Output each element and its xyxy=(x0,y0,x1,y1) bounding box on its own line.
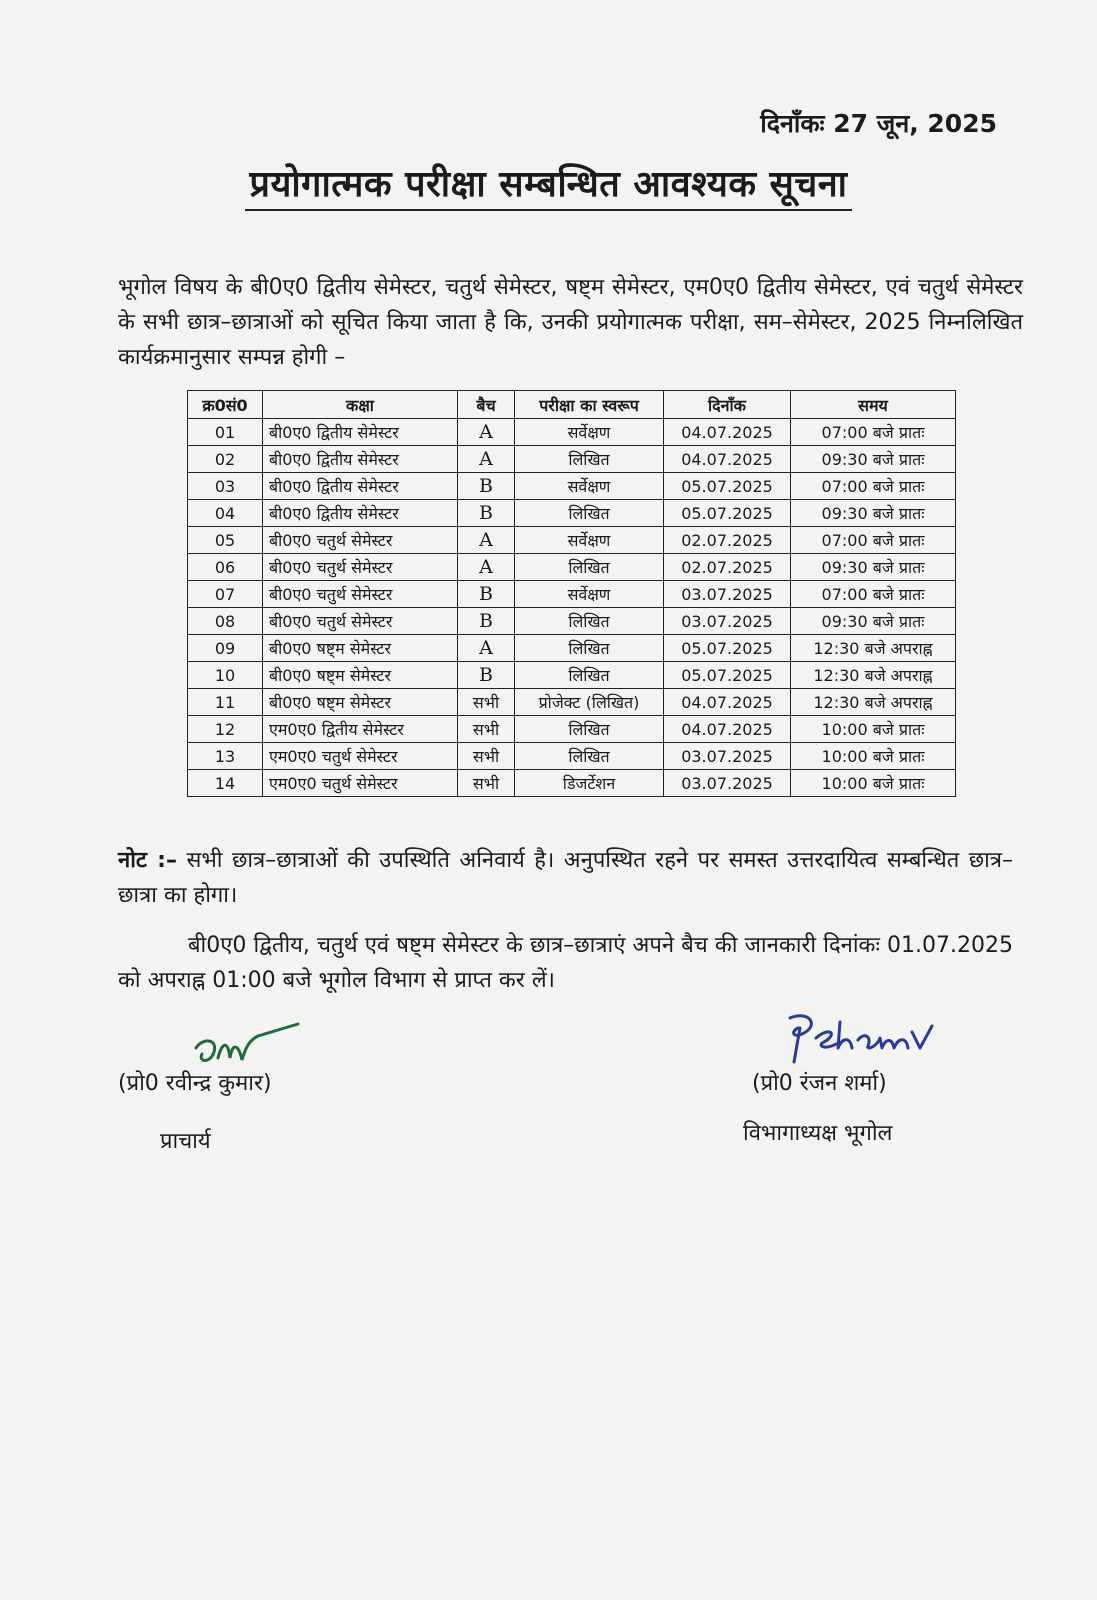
class-cell: एम0ए0 चतुर्थ सेमेस्टर xyxy=(263,770,458,797)
exam-type-cell: प्रोजेक्ट (लिखित) xyxy=(515,689,664,716)
table-row xyxy=(188,743,956,770)
batch-cell: सभी xyxy=(458,743,515,770)
date-cell: 03.07.2025 xyxy=(664,608,791,635)
class-cell: बी0ए0 चतुर्थ सेमेस्टर xyxy=(263,581,458,608)
note-label: नोट :– xyxy=(118,848,177,873)
time-cell: 10:00 बजे प्रातः xyxy=(791,743,956,770)
table-row xyxy=(188,581,956,608)
table-body xyxy=(188,419,956,797)
exam-type-cell: लिखित xyxy=(515,743,664,770)
time-cell: 07:00 बजे प्रातः xyxy=(791,473,956,500)
exam-type-cell: सर्वेक्षण xyxy=(515,473,664,500)
header-batch: बैच xyxy=(458,391,515,419)
table-row xyxy=(188,716,956,743)
batch-cell: B xyxy=(458,608,515,635)
batch-cell: A xyxy=(458,554,515,581)
exam-type-cell: सर्वेक्षण xyxy=(515,581,664,608)
class-cell: एम0ए0 द्वितीय सेमेस्टर xyxy=(263,716,458,743)
batch-cell: सभी xyxy=(458,770,515,797)
class-cell: एम0ए0 चतुर्थ सेमेस्टर xyxy=(263,743,458,770)
serial-cell: 14 xyxy=(188,770,263,797)
time-cell: 10:00 बजे प्रातः xyxy=(791,716,956,743)
header-serial: क्र0सं0 xyxy=(188,391,263,419)
right-signature-scribble xyxy=(780,1008,950,1068)
notice-title xyxy=(0,158,1097,207)
batch-cell: B xyxy=(458,581,515,608)
header-exam-type: परीक्षा का स्वरूप xyxy=(515,391,664,419)
class-cell: बी0ए0 चतुर्थ सेमेस्टर xyxy=(263,554,458,581)
serial-cell: 07 xyxy=(188,581,263,608)
table-row xyxy=(188,419,956,446)
exam-schedule-table xyxy=(187,390,956,797)
serial-cell: 13 xyxy=(188,743,263,770)
time-cell: 12:30 बजे अपराह्न xyxy=(791,689,956,716)
date-cell: 05.07.2025 xyxy=(664,500,791,527)
exam-type-cell: लिखित xyxy=(515,716,664,743)
class-cell: बी0ए0 षष्ट्म सेमेस्टर xyxy=(263,689,458,716)
header-date: दिनाँक xyxy=(664,391,791,419)
class-cell: बी0ए0 द्वितीय सेमेस्टर xyxy=(263,473,458,500)
exam-type-cell: लिखित xyxy=(515,554,664,581)
batch-cell: B xyxy=(458,473,515,500)
class-cell: बी0ए0 षष्ट्म सेमेस्टर xyxy=(263,662,458,689)
note-text: सभी छात्र–छात्राओं की उपस्थिति अनिवार्य है। अनुपस्थित रहने पर समस्त उत्तरदायित्व सम्बन्धित छात्र–छात्रा का होगा। xyxy=(118,848,1014,908)
serial-cell: 11 xyxy=(188,689,263,716)
batch-cell: A xyxy=(458,527,515,554)
serial-cell: 04 xyxy=(188,500,263,527)
serial-cell: 10 xyxy=(188,662,263,689)
serial-cell: 09 xyxy=(188,635,263,662)
table-row xyxy=(188,662,956,689)
serial-cell: 06 xyxy=(188,554,263,581)
table-row xyxy=(188,446,956,473)
batch-cell: A xyxy=(458,419,515,446)
date-cell: 04.07.2025 xyxy=(664,716,791,743)
exam-type-cell: लिखित xyxy=(515,662,664,689)
class-cell: बी0ए0 द्वितीय सेमेस्टर xyxy=(263,419,458,446)
table-row xyxy=(188,473,956,500)
table-row xyxy=(188,770,956,797)
date-cell: 03.07.2025 xyxy=(664,743,791,770)
date-cell: 02.07.2025 xyxy=(664,554,791,581)
time-cell: 10:00 बजे प्रातः xyxy=(791,770,956,797)
table-row xyxy=(188,689,956,716)
table-row xyxy=(188,527,956,554)
table-row xyxy=(188,608,956,635)
serial-cell: 01 xyxy=(188,419,263,446)
serial-cell: 03 xyxy=(188,473,263,500)
date-cell: 04.07.2025 xyxy=(664,689,791,716)
exam-type-cell: लिखित xyxy=(515,608,664,635)
right-signatory-name: (प्रो0 रंजन शर्मा) xyxy=(752,1071,887,1096)
batch-cell: B xyxy=(458,662,515,689)
exam-type-cell: सर्वेक्षण xyxy=(515,527,664,554)
table-row xyxy=(188,554,956,581)
date-cell: 03.07.2025 xyxy=(664,770,791,797)
notice-date: दिनाँकः 27 जून, 2025 xyxy=(760,109,997,138)
date-cell: 04.07.2025 xyxy=(664,419,791,446)
batch-info-paragraph: बी0ए0 द्वितीय, चतुर्थ एवं षष्ट्म सेमेस्टर के छात्र–छात्राएं अपने बैच की जानकारी दिनांकः 01.07.2025 को अपराह्न 01:00 बजे भूगोल विभाग से प्राप्त कर लें। xyxy=(118,933,1013,993)
time-cell: 07:00 बजे प्रातः xyxy=(791,581,956,608)
batch-cell: A xyxy=(458,635,515,662)
batch-cell: B xyxy=(458,500,515,527)
serial-cell: 08 xyxy=(188,608,263,635)
time-cell: 09:30 बजे प्रातः xyxy=(791,554,956,581)
date-cell: 04.07.2025 xyxy=(664,446,791,473)
serial-cell: 05 xyxy=(188,527,263,554)
intro-paragraph: भूगोल विषय के बी0ए0 द्वितीय सेमेस्टर, चतुर्थ सेमेस्टर, षष्ट्म सेमेस्टर, एम0ए0 द्वितीय सेमेस्टर, एवं चतुर्थ सेमेस्टर के सभी छात्र–छात्राओं को सूचित किया जाता है कि, उनकी प्रयोगात्मक परीक्षा, सम–सेमेस्टर, 2025 निम्नलिखित कार्यक्रमानुसार सम्पन्न होगी – xyxy=(118,275,1023,370)
time-cell: 09:30 बजे प्रातः xyxy=(791,446,956,473)
table-row xyxy=(188,635,956,662)
time-cell: 07:00 बजे प्रातः xyxy=(791,527,956,554)
date-cell: 02.07.2025 xyxy=(664,527,791,554)
exam-type-cell: लिखित xyxy=(515,635,664,662)
notice-title-text: प्रयोगात्मक परीक्षा सम्बन्धित आवश्यक सूचना xyxy=(245,164,851,211)
serial-cell: 02 xyxy=(188,446,263,473)
time-cell: 12:30 बजे अपराह्न xyxy=(791,635,956,662)
batch-cell: A xyxy=(458,446,515,473)
time-cell: 12:30 बजे अपराह्न xyxy=(791,662,956,689)
date-cell: 05.07.2025 xyxy=(664,473,791,500)
exam-type-cell: लिखित xyxy=(515,446,664,473)
exam-type-cell: डिजर्टेशन xyxy=(515,770,664,797)
header-time: समय xyxy=(791,391,956,419)
class-cell: बी0ए0 द्वितीय सेमेस्टर xyxy=(263,446,458,473)
batch-cell: सभी xyxy=(458,689,515,716)
header-class: कक्षा xyxy=(263,391,458,419)
left-signatory-designation: प्राचार्य xyxy=(160,1129,211,1154)
class-cell: बी0ए0 चतुर्थ सेमेस्टर xyxy=(263,608,458,635)
serial-cell: 12 xyxy=(188,716,263,743)
exam-type-cell: सर्वेक्षण xyxy=(515,419,664,446)
time-cell: 09:30 बजे प्रातः xyxy=(791,608,956,635)
left-signatory-name: (प्रो0 रवीन्द्र कुमार) xyxy=(118,1071,272,1096)
note-paragraph xyxy=(118,843,1013,913)
date-cell: 03.07.2025 xyxy=(664,581,791,608)
date-cell: 05.07.2025 xyxy=(664,662,791,689)
table-header-row xyxy=(188,391,956,419)
class-cell: बी0ए0 षष्ट्म सेमेस्टर xyxy=(263,635,458,662)
exam-type-cell: लिखित xyxy=(515,500,664,527)
time-cell: 07:00 बजे प्रातः xyxy=(791,419,956,446)
right-signatory-designation: विभागाध्यक्ष भूगोल xyxy=(743,1121,893,1146)
class-cell: बी0ए0 द्वितीय सेमेस्टर xyxy=(263,500,458,527)
batch-cell: सभी xyxy=(458,716,515,743)
date-cell: 05.07.2025 xyxy=(664,635,791,662)
time-cell: 09:30 बजे प्रातः xyxy=(791,500,956,527)
class-cell: बी0ए0 चतुर्थ सेमेस्टर xyxy=(263,527,458,554)
table-row xyxy=(188,500,956,527)
